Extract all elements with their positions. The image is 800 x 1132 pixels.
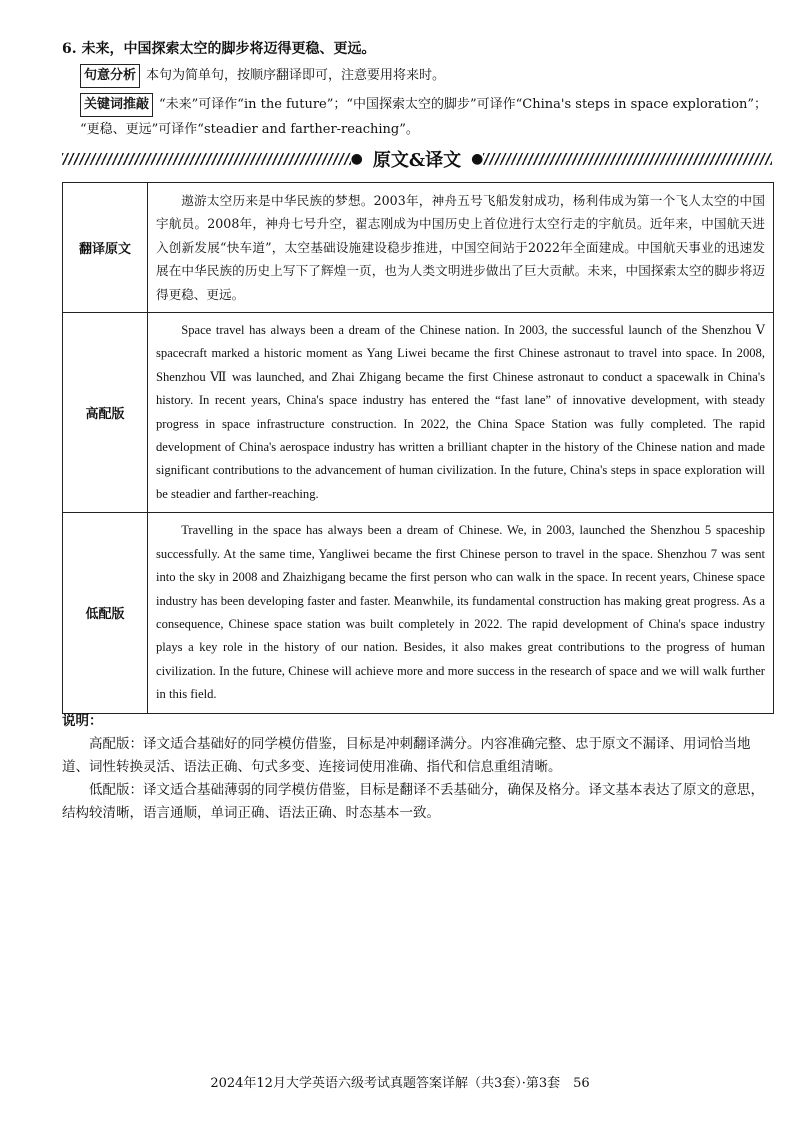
question-sentence: 未来，中国探索太空的脚步将迈得更稳、更远。 — [81, 41, 376, 57]
row-label: 翻译原文 — [63, 183, 148, 313]
keywords-text-1: “未来”可译作“in the future”；“中国探索太空的脚步”可译作“China's steps in space exploration”； — [159, 97, 768, 112]
notes-heading: 说明： — [62, 713, 103, 729]
keywords-line — [80, 93, 780, 117]
keywords-text-2: “更稳、更远”可译作“steadier and farther-reaching”。 — [80, 122, 419, 137]
section-title: 原文&译文 — [372, 150, 462, 171]
analysis-text: 本句为简单句，按顺序翻译即可，注意要用将来时。 — [146, 68, 446, 83]
table-row — [63, 513, 774, 713]
high-version-text: Space travel has always been a dream of the Chinese nation. In 2003, the successful launch of the Shenzhou Ⅴ spacecraft marked a historic moment as Yang Liwei became the first Chinese astronaut to travel into space. In 2008, Shenzhou Ⅶ was launched, and Zhai Zhigang became the first Chinese astronaut to conduct a spacewalk in China's history. In recent years, China's space industry has entered the “fast lane” of innovative development, with steady progress in space infrastructure construction. In 2022, the China Space Station was fully completed. The rapid development of China's aerospace industry has written a brilliant chapter in the history of the Chinese nation and made significant contributions to the advancement of human civilization. In the future, China's steps in space exploration will be steadier and farther-reaching. — [148, 313, 774, 513]
hatch-right — [483, 153, 772, 165]
question-heading — [62, 38, 376, 58]
notes — [62, 710, 774, 825]
section-divider — [62, 146, 772, 172]
page-footer: 2024年12月大学英语六级考试真题答案详解（共3套）·第3套 56 — [210, 1076, 590, 1091]
low-version-text: Travelling in the space has always been a dream of Chinese. We, in 2003, launched the Shenzhou 5 spaceship successfully. At the same time, Yangliwei became the first Chinese person to travel in the space. Shenzhou 7 was sent into the sky in 2008 and Zhaizhigang became the first person who can walk in the space. In recent years, Chinese space industry has been developing faster and faster. Meanwhile, its fundamental construction has making great progress. As a consequence, Chinese space station was built completely in 2022. The rapid development of China's space industry plays a key role in the history of our nation. Besides, it also makes great contributions to the progress of human civilization. In the future, Chinese will achieve more and more success in the research of space and we will walk further in this field. — [148, 513, 774, 713]
row-label: 高配版 — [63, 313, 148, 513]
bullet-dot-icon: ● — [350, 151, 363, 167]
notes-low: 低配版：译文适合基础薄弱的同学模仿借鉴，目标是翻译不丢基础分，确保及格分。译文基本表达了原文的意思，结构较清晰，语言通顺，单词正确、语法正确、时态基本一致。 — [62, 782, 764, 821]
table-row — [63, 183, 774, 313]
analysis-tag: 句意分析 — [80, 64, 140, 88]
table-row — [63, 313, 774, 513]
bullet-dot-icon: ● — [471, 151, 484, 167]
question-number: 6. — [62, 41, 77, 57]
translation-table — [62, 182, 774, 714]
row-label: 低配版 — [63, 513, 148, 713]
hatch-left — [62, 153, 351, 165]
keywords-tag: 关键词推敲 — [80, 93, 153, 117]
analysis-line — [80, 64, 780, 88]
notes-high: 高配版：译文适合基础好的同学模仿借鉴，目标是冲刺翻译满分。内容准确完整、忠于原文不漏译、用词恰当地道、词性转换灵活、语法正确、句式多变、连接词使用准确、指代和信息重组清晰。 — [62, 736, 751, 775]
source-text: 遨游太空历来是中华民族的梦想。2003年，神舟五号飞船发射成功，杨利伟成为第一个飞人太空的中国宇航员。2008年，神舟七号升空，翟志刚成为中国历史上首位进行太空行走的宇航员。近年来，中国航天进入创新发展“快车道”，太空基础设施建设稳步推进，中国空间站于2022年全面建成。中国航天事业的迅速发展在中华民族的历史上写下了辉煌一页，也为人类文明进步做出了巨大贡献。未来，中国探索太空的脚步将迈得更稳、更远。 — [148, 183, 774, 313]
